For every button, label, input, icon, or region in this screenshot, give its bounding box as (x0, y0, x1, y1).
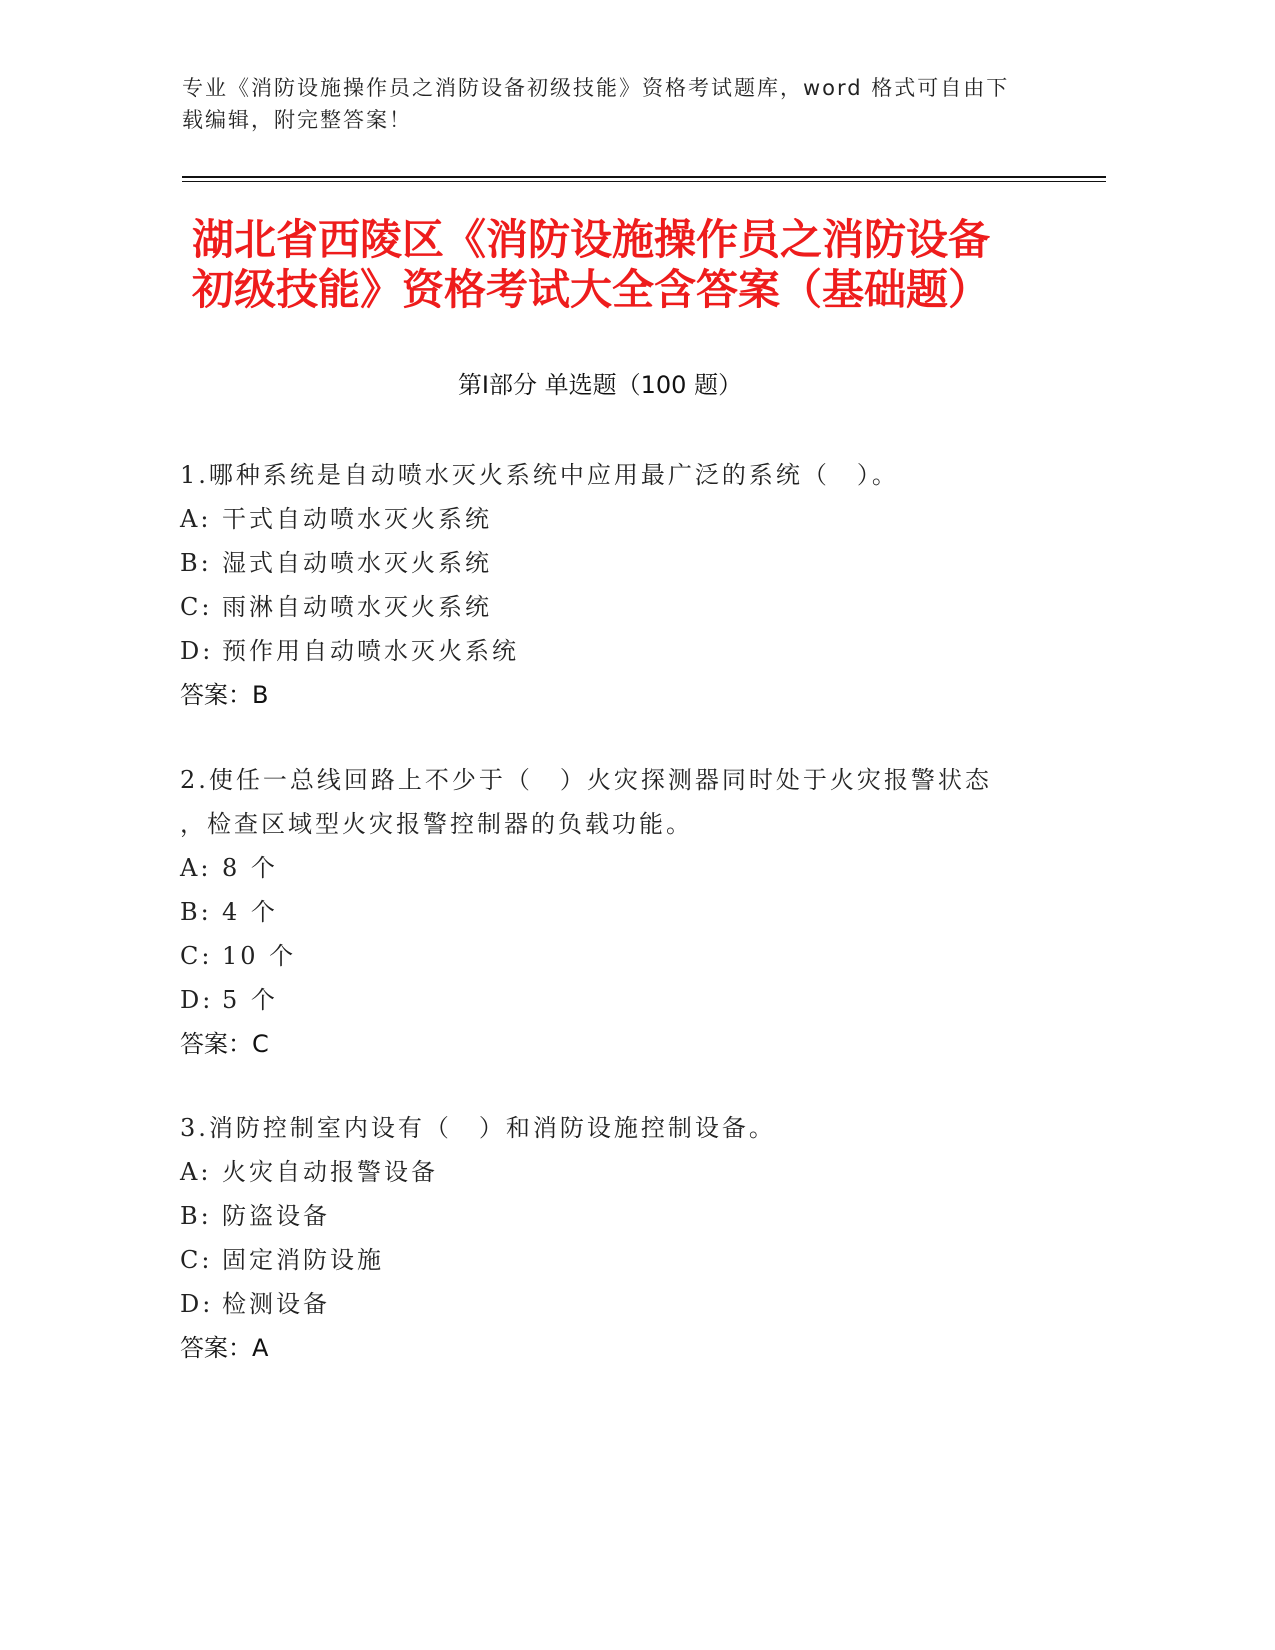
option-b (180, 890, 1060, 934)
answer: 答案：C (180, 1030, 269, 1058)
option-label: D: (180, 637, 214, 665)
option-label: D: (180, 986, 214, 1014)
title-line: 初级技能》资格考试大全含答案（基础题） (192, 265, 991, 314)
option-text: 8 个 (222, 854, 278, 882)
option-b (180, 541, 1060, 585)
option-d (180, 978, 1060, 1022)
option-a (180, 497, 1060, 541)
option-label: A: (180, 854, 212, 882)
option-text: 4 个 (222, 898, 278, 926)
question-stem: 1.哪种系统是自动喷水灭火系统中应用最广泛的系统（ ）。 (180, 461, 899, 489)
option-text: 预作用自动喷水灭火系统 (222, 637, 519, 665)
question-2 (180, 758, 1060, 1066)
option-d (180, 1282, 1060, 1326)
question-1 (180, 453, 1060, 717)
option-text: 火灾自动报警设备 (222, 1158, 438, 1186)
question-stem: 2.使任一总线回路上不少于（ ）火灾探测器同时处于火灾报警状态 (180, 766, 992, 794)
option-b (180, 1194, 1060, 1238)
option-label: B: (180, 549, 212, 577)
header-note (182, 72, 1062, 136)
option-label: C: (180, 593, 213, 621)
option-label: D: (180, 1290, 214, 1318)
option-label: A: (180, 505, 212, 533)
option-text: 5 个 (222, 986, 278, 1014)
option-text: 检测设备 (222, 1290, 330, 1318)
option-label: B: (180, 898, 212, 926)
option-text: 雨淋自动喷水灭火系统 (222, 593, 492, 621)
option-label: C: (180, 942, 213, 970)
option-a (180, 1150, 1060, 1194)
document-title (192, 215, 1092, 315)
answer: 答案：B (180, 681, 269, 709)
section-heading: 第Ⅰ部分 单选题（100 题） (457, 371, 743, 399)
option-c (180, 1238, 1060, 1282)
title-line: 湖北省西陵区《消防设施操作员之消防设备 (192, 215, 991, 264)
header-note-line: 载编辑，附完整答案！ (182, 108, 412, 132)
option-d (180, 629, 1060, 673)
question-stem-continued: ，检查区域型火灾报警控制器的负载功能。 (180, 810, 693, 838)
question-3 (180, 1106, 1060, 1370)
option-text: 湿式自动喷水灭火系统 (222, 549, 492, 577)
header-note-line: 专业《消防设施操作员之消防设备初级技能》资格考试题库，word 格式可自由下 (182, 76, 1010, 100)
option-c (180, 585, 1060, 629)
question-stem: 3.消防控制室内设有（ ）和消防设施控制设备。 (180, 1114, 776, 1142)
option-c (180, 934, 1060, 978)
header-divider-thin (182, 181, 1106, 182)
option-text: 防盗设备 (222, 1202, 330, 1230)
option-text: 固定消防设施 (222, 1246, 384, 1274)
option-label: B: (180, 1202, 212, 1230)
option-label: A: (180, 1158, 212, 1186)
answer: 答案：A (180, 1334, 269, 1362)
option-text: 干式自动喷水灭火系统 (222, 505, 492, 533)
header-divider (182, 176, 1106, 178)
option-label: C: (180, 1246, 213, 1274)
option-a (180, 846, 1060, 890)
option-text: 10 个 (222, 942, 297, 970)
